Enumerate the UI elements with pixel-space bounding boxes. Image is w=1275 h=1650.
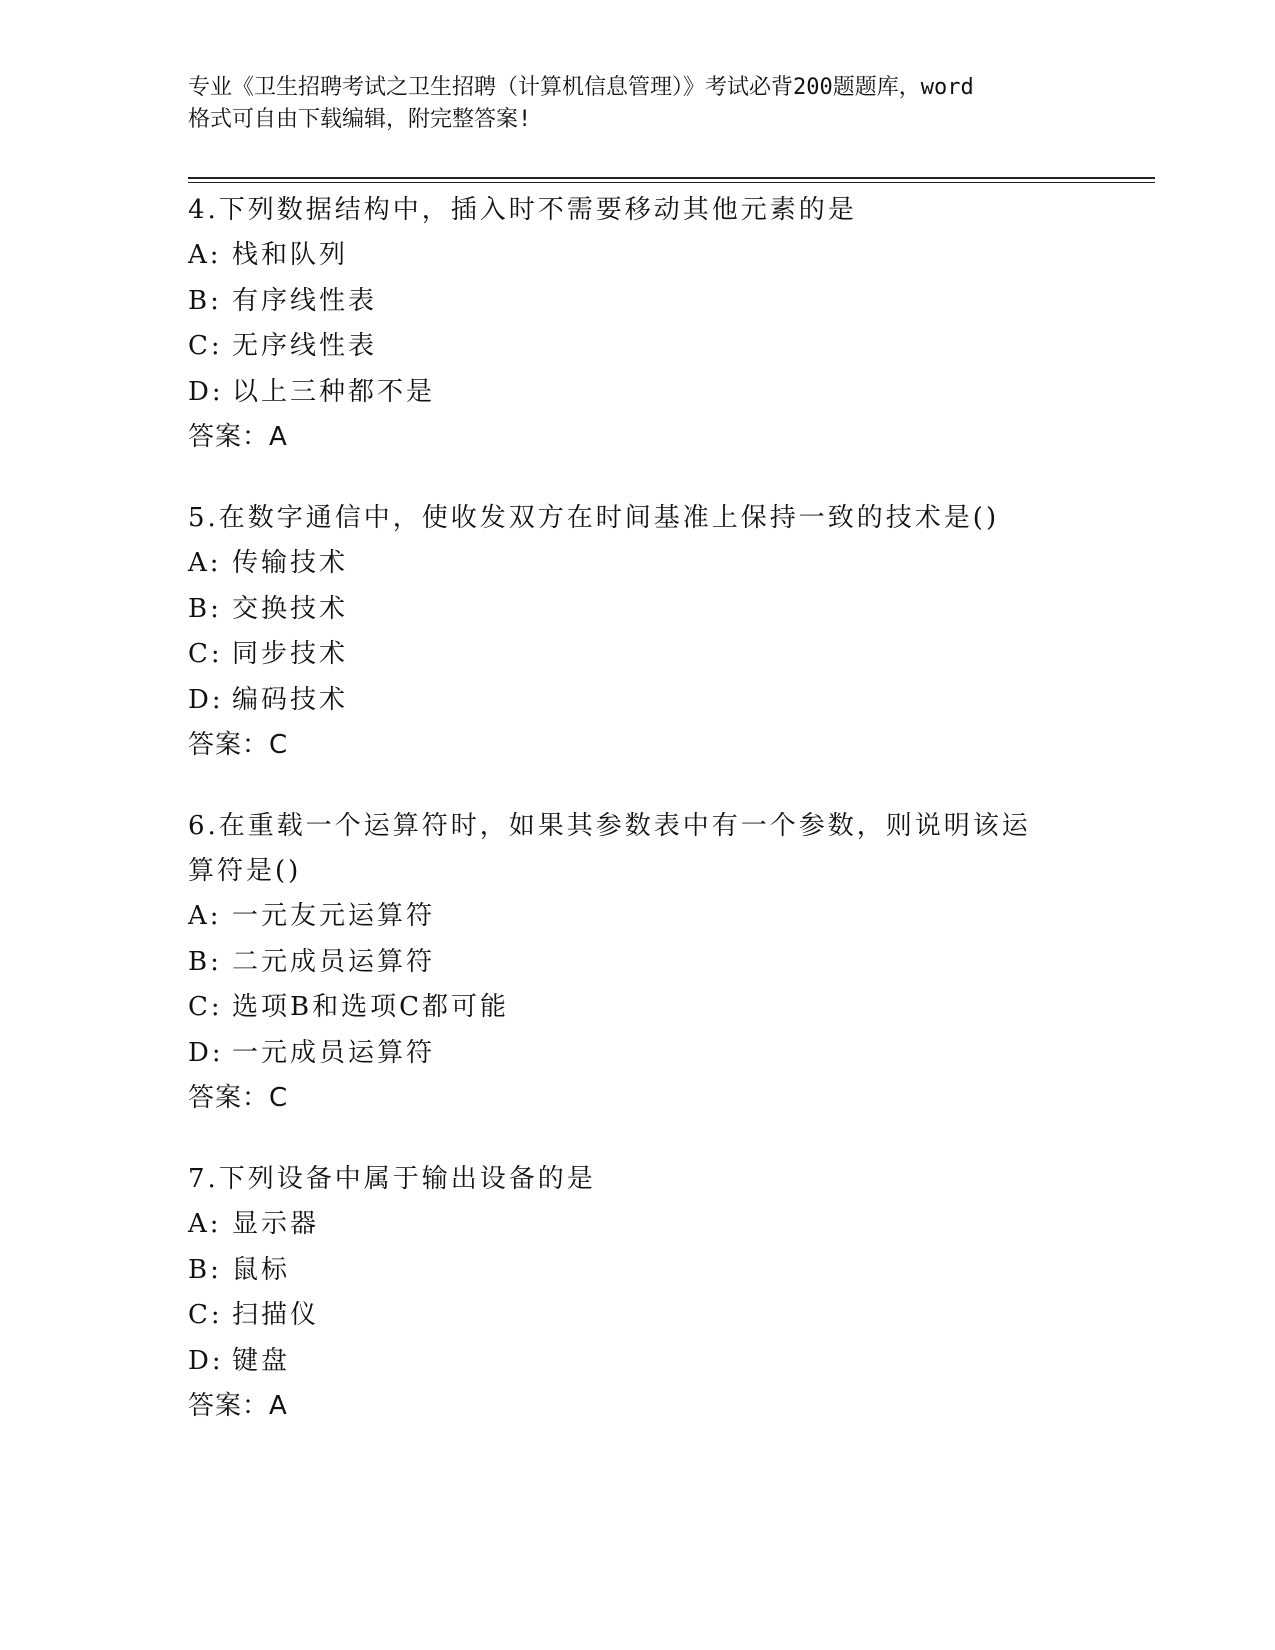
question-option xyxy=(188,370,1088,416)
question-stem: 6.在重载一个运算符时，如果其参数表中有一个参数，则说明该运算符是() xyxy=(188,811,1031,886)
option-text: 扫描仪 xyxy=(232,1300,320,1330)
option-text: 栈和队列 xyxy=(232,240,349,270)
option-text: 有序线性表 xyxy=(232,285,378,316)
question-item xyxy=(188,188,1088,460)
question-answer: 答案：C xyxy=(188,730,289,760)
question-option xyxy=(188,678,1088,724)
option-key: B: xyxy=(188,946,222,977)
option-text: 编码技术 xyxy=(232,684,349,715)
question-option xyxy=(188,1339,1088,1385)
question-option xyxy=(188,985,1088,1031)
question-option xyxy=(188,632,1088,678)
option-text: 传输技术 xyxy=(232,548,349,578)
option-key: B: xyxy=(188,285,222,316)
question-option xyxy=(188,940,1088,986)
question-item xyxy=(188,804,1088,1121)
document-header xyxy=(188,72,1088,136)
question-list xyxy=(188,188,1088,1465)
question-item xyxy=(188,1157,1088,1429)
question-item xyxy=(188,496,1088,768)
option-key: B: xyxy=(188,593,222,624)
question-stem: 4.下列数据结构中，插入时不需要移动其他元素的是 xyxy=(188,195,857,225)
option-text: 以上三种都不是 xyxy=(232,376,436,407)
option-text: 同步技术 xyxy=(232,639,349,669)
question-option xyxy=(188,541,1088,587)
header-line-1: 专业《卫生招聘考试之卫生招聘（计算机信息管理）》考试必背200题题库，word xyxy=(188,75,974,100)
option-key: D: xyxy=(188,376,224,407)
question-option xyxy=(188,1031,1088,1077)
option-text: 选项B和选项C都可能 xyxy=(232,992,510,1022)
option-text: 二元成员运算符 xyxy=(232,946,436,977)
option-key: A: xyxy=(188,1209,222,1239)
option-text: 键盘 xyxy=(232,1345,291,1376)
question-option xyxy=(188,233,1088,279)
question-option xyxy=(188,894,1088,940)
question-option xyxy=(188,324,1088,370)
option-key: B: xyxy=(188,1254,222,1285)
option-text: 一元友元运算符 xyxy=(232,901,436,931)
question-answer: 答案：A xyxy=(188,422,288,452)
question-option xyxy=(188,279,1088,325)
option-key: C: xyxy=(188,992,223,1022)
option-key: C: xyxy=(188,639,223,669)
option-key: D: xyxy=(188,684,224,715)
option-key: A: xyxy=(188,240,222,270)
question-option xyxy=(188,1248,1088,1294)
option-text: 无序线性表 xyxy=(232,331,378,361)
question-option xyxy=(188,587,1088,633)
option-key: D: xyxy=(188,1345,224,1376)
option-text: 一元成员运算符 xyxy=(232,1037,436,1068)
header-line-2: 格式可自由下载编辑，附完整答案! xyxy=(188,107,532,132)
question-answer: 答案：C xyxy=(188,1083,289,1113)
option-text: 交换技术 xyxy=(232,593,349,624)
question-option xyxy=(188,1202,1088,1248)
question-answer: 答案：A xyxy=(188,1391,288,1421)
option-key: A: xyxy=(188,548,222,578)
header-divider-thick xyxy=(188,177,1155,179)
option-key: A: xyxy=(188,901,222,931)
option-text: 鼠标 xyxy=(232,1254,291,1285)
question-stem: 7.下列设备中属于输出设备的是 xyxy=(188,1164,596,1194)
option-text: 显示器 xyxy=(232,1209,320,1239)
option-key: C: xyxy=(188,331,223,361)
option-key: C: xyxy=(188,1300,223,1330)
option-key: D: xyxy=(188,1037,224,1068)
question-stem: 5.在数字通信中，使收发双方在时间基准上保持一致的技术是() xyxy=(188,503,1000,533)
header-divider-thin xyxy=(188,182,1155,183)
question-option xyxy=(188,1293,1088,1339)
